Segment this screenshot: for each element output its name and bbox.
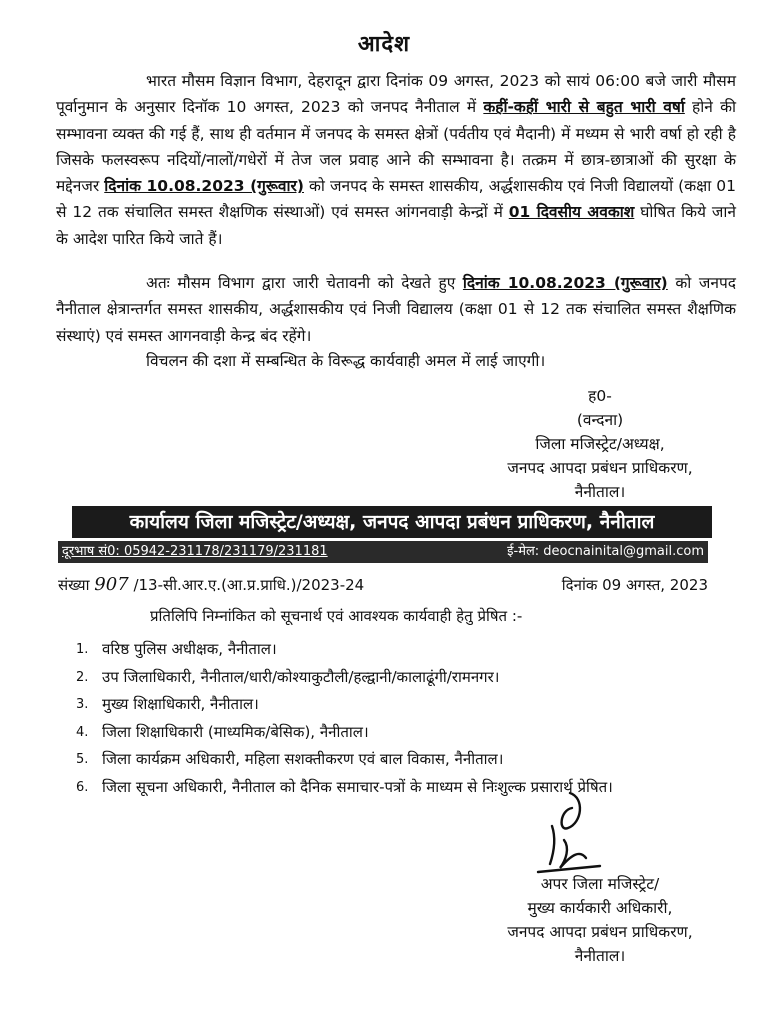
list-item-number: 4.	[76, 724, 89, 740]
list-item-text: उप जिलाधिकारी, नैनीताल/धारी/कोश्याकुटौली/हल्द्वानी/कालाढूंगी/रामनगर।	[102, 667, 500, 686]
phone-numbers: दूरभाष सं0: 05942-231178/231179/231181	[62, 544, 328, 559]
reference-line	[58, 573, 708, 597]
signatory2-authority: जनपद आपदा प्रबंधन प्राधिकरण,	[507, 923, 693, 941]
para3-text: विचलन की दशा में सम्बन्धित के विरूद्ध कार्यवाही अमल में लाई जाएगी।	[146, 352, 546, 370]
list-item-number: 2.	[76, 669, 89, 685]
list-item	[76, 746, 752, 774]
reference-code: /13-सी.आर.ए.(आ.प्र.प्राधि.)/2023-24	[133, 576, 365, 594]
order-paragraph-1	[56, 68, 736, 252]
para2-emphasis-date: दिनांक 10.08.2023 (गुरूवार)	[462, 274, 668, 292]
para1-emphasis-date: दिनांक 10.08.2023 (गुरूवार)	[104, 177, 304, 196]
reference-label: संख्या	[58, 576, 90, 594]
signatory2-designation: अपर जिला मजिस्ट्रेट/	[540, 875, 660, 893]
list-item-text: जिला शिक्षाधिकारी (माध्यमिक/बेसिक), नैनीताल।	[102, 722, 369, 741]
para1-text-3: को जनपद के समस्त शासकीय, अर्द्धशासकीय एवं निजी विद्यालयों (कक्षा 01 से 12 तक संचालित समस्त शैक्षणिक संस्थाओं) एवं समस्त आंगनवाड़ी केन्द्रों में	[56, 177, 736, 222]
signatory1-place: नैनीताल।	[574, 483, 626, 501]
list-item-text: वरिष्ठ पुलिस अधीक्षक, नैनीताल।	[102, 640, 277, 658]
list-item-number: 5.	[76, 752, 89, 767]
recipient-list	[58, 636, 752, 801]
para1-text-2: होने की सम्भावना व्यक्त की गई हैं, साथ ही वर्तमान में जनपद के समस्त क्षेत्रों (पर्वतीय एवं मैदानी) में मध्यम से भारी वर्षा हो रही है जिसके फलस्वरूप नदियों/नालों/गधेरों में तेज जल प्रवाह आने की सम्भावना है। तत्क्रम में छात्र-छात्राओं की सुरक्षा के मद्देनजर	[56, 98, 736, 196]
list-item	[76, 719, 752, 747]
signatory2-place: नैनीताल।	[574, 947, 626, 965]
list-item-number: 6.	[76, 779, 89, 795]
signatory-block-1	[470, 384, 730, 504]
list-item-text: जिला सूचना अधिकारी, नैनीताल को दैनिक समाचार-पत्रों के माध्यम से निःशुल्क प्रसारार्थ प्रेषित।	[102, 777, 613, 796]
list-item-text: मुख्य शिक्षाधिकारी, नैनीताल।	[102, 695, 259, 713]
list-item-number: 3.	[76, 697, 89, 712]
list-item	[76, 774, 752, 802]
signatory1-authority: जनपद आपदा प्रबंधन प्राधिकरण,	[507, 459, 693, 477]
para1-emphasis-holiday: 01 दिवसीय अवकाश	[508, 203, 635, 222]
list-item	[76, 691, 752, 719]
handwritten-signature	[530, 788, 610, 878]
para1-emphasis-rainfall: कहीं-कहीं भारी से बहुत भारी वर्षा	[483, 98, 685, 117]
copy-intro: प्रतिलिपि निम्नांकित को सूचनार्थ एवं आवश्यक कार्यवाही हेतु प्रेषित :-	[150, 607, 523, 625]
list-item	[76, 664, 752, 692]
signatory1-designation: जिला मजिस्ट्रेट/अध्यक्ष,	[535, 435, 665, 453]
reference-date: दिनांक 09 अगस्त, 2023	[561, 576, 708, 594]
signatory-block-2	[470, 872, 730, 968]
order-paragraph-2	[56, 270, 736, 349]
list-item-number: 1.	[76, 642, 89, 657]
reference-number: 907	[94, 574, 129, 595]
para2-text-1: अतः मौसम विभाग द्वारा जारी चेतावनी को देखते हुए	[146, 274, 463, 292]
office-banner: कार्यालय जिला मजिस्ट्रेट/अध्यक्ष, जनपद आपदा प्रबंधन प्राधिकरण, नैनीताल	[72, 506, 712, 538]
email-address: ई-मेल: deocnainital@gmail.com	[507, 544, 704, 559]
contact-strip	[58, 541, 708, 563]
para2-text-2: को जनपद नैनीताल क्षेत्रान्तर्गत समस्त शासकीय, अर्द्धशासकीय एवं निजी विद्यालय (कक्षा 01 से 12 तक संचालित समस्त शैक्षणिक संस्थाएं) एवं समस्त आगनवाड़ी केन्द्र बंद रहेंगे।	[56, 274, 736, 345]
list-item	[76, 636, 752, 664]
order-paragraph-3	[56, 348, 736, 374]
para1-text-4: घोषित किये जाने के आदेश पारित किये जाते हैं।	[56, 203, 736, 248]
para1-text-1: भारत मौसम विज्ञान विभाग, देहरादून द्वारा दिनांक 09 अगस्त, 2023 को सायं 06:00 बजे जारी मौसम पूर्वानुमान के अनुसार दिनॉक 10 अगस्त, 2023 को जनपद नैनीताल में	[56, 72, 736, 117]
list-item-text: जिला कार्यक्रम अधिकारी, महिला सशक्तीकरण एवं बाल विकास, नैनीताल।	[102, 750, 504, 768]
signatory2-role: मुख्य कार्यकारी अधिकारी,	[527, 899, 673, 917]
signatory1-name: (वन्दना)	[576, 411, 624, 429]
order-title: आदेश	[357, 32, 411, 57]
signatory1-sign-mark: ह0-	[588, 387, 612, 405]
